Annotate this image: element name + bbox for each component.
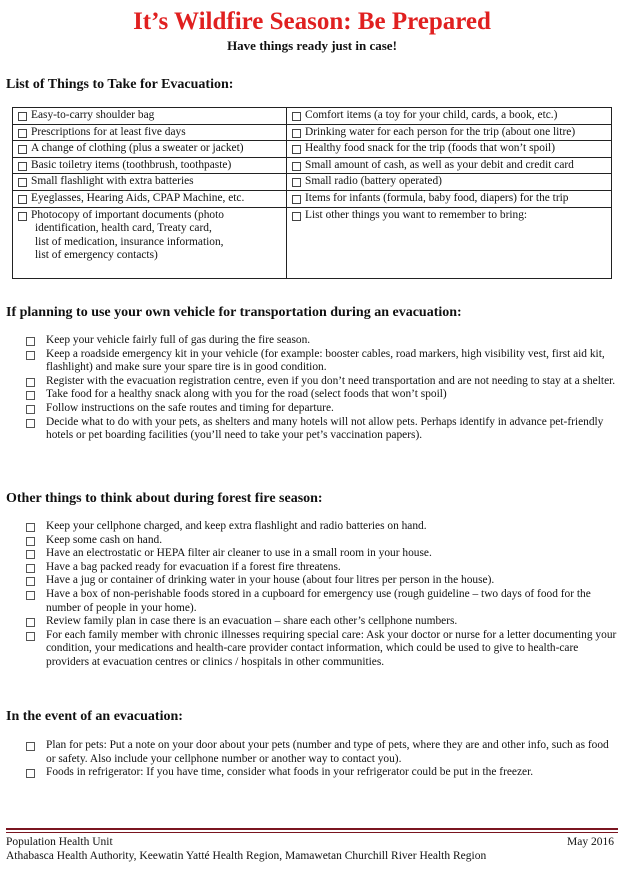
evacuation-event-checklist — [26, 739, 618, 780]
footer — [6, 835, 618, 863]
checkbox-icon[interactable] — [292, 162, 301, 171]
table-row — [13, 157, 612, 174]
checklist-item[interactable]: Healthy food snack for the trip (foods that won’t spoil) — [287, 141, 612, 158]
table-row — [13, 207, 612, 278]
vehicle-section-heading: If planning to use your own vehicle for transportation during an evacuation: — [6, 305, 462, 320]
checklist-item[interactable]: Items for infants (formula, baby food, diapers) for the trip — [287, 190, 612, 207]
fire-season-section-heading: Other things to think about during forest fire season: — [6, 491, 323, 506]
evacuation-list-heading: List of Things to Take for Evacuation: — [6, 77, 234, 92]
list-item[interactable]: Foods in refrigerator: If you have time, consider what foods in your refrigerator could be put in the freezer. — [26, 766, 618, 780]
list-item[interactable]: Have an electrostatic or HEPA filter air cleaner to use in a small room in your house. — [26, 547, 618, 561]
list-item[interactable]: Follow instructions on the safe routes and timing for departure. — [26, 402, 618, 416]
checkbox-icon[interactable] — [18, 145, 27, 154]
checkbox-icon[interactable] — [292, 195, 301, 204]
checkbox-icon[interactable] — [26, 337, 35, 346]
table-row — [13, 124, 612, 141]
list-item[interactable]: For each family member with chronic illnesses requiring special care: Ask your doctor or nurse for a letter documenting your condition, your medications and health-care provider contact information, which could be used to give to health-care providers at evacuation centres or clinics / hospitals in other communities. — [26, 629, 618, 670]
checkbox-icon[interactable] — [18, 129, 27, 138]
checklist-item[interactable]: Comfort items (a toy for your child, cards, a book, etc.) — [287, 108, 612, 125]
list-item[interactable]: Keep some cash on hand. — [26, 534, 618, 548]
list-item[interactable]: Decide what to do with your pets, as shelters and many hotels will not allow pets. Perhaps identify in advance pet-friendly hotels or pet boarding facilities (you’ll need to take your pet’s vaccination papers). — [26, 416, 618, 443]
footer-divider — [6, 828, 618, 830]
checkbox-icon[interactable] — [26, 769, 35, 778]
checkbox-icon[interactable] — [292, 112, 301, 121]
page-subtitle: Have things ready just in case! — [227, 38, 397, 53]
checkbox-icon[interactable] — [18, 212, 27, 221]
checklist-item[interactable]: Prescriptions for at least five days — [13, 124, 287, 141]
checkbox-icon[interactable] — [292, 145, 301, 154]
checkbox-icon[interactable] — [26, 419, 35, 428]
list-item[interactable]: Have a bag packed ready for evacuation if a forest fire threatens. — [26, 561, 618, 575]
checkbox-icon[interactable] — [18, 112, 27, 121]
evacuation-checklist-table — [12, 107, 612, 279]
checklist-item[interactable]: A change of clothing (plus a sweater or jacket) — [13, 141, 287, 158]
checklist-item[interactable]: Basic toiletry items (toothbrush, toothpaste) — [13, 157, 287, 174]
list-item[interactable]: Take food for a healthy snack along with you for the road (select foods that won’t spoil) — [26, 388, 618, 402]
checkbox-icon[interactable] — [26, 405, 35, 414]
list-item[interactable]: Keep a roadside emergency kit in your vehicle (for example: booster cables, road markers, high visibility vest, first aid kit, flashlight) and make sure your spare tire is in good condition. — [26, 348, 618, 375]
list-item[interactable]: Register with the evacuation registration centre, even if you don’t need transportation and are not needing to stay at a shelter. — [26, 375, 618, 389]
vehicle-checklist — [26, 334, 618, 443]
checklist-item[interactable]: Eyeglasses, Hearing Aids, CPAP Machine, etc. — [13, 190, 287, 207]
list-item[interactable]: Keep your vehicle fairly full of gas during the fire season. — [26, 334, 618, 348]
checkbox-icon[interactable] — [26, 742, 35, 751]
page-title: It’s Wildfire Season: Be Prepared — [133, 8, 491, 35]
checkbox-icon[interactable] — [18, 162, 27, 171]
list-item[interactable]: Have a jug or container of drinking water in your house (about four litres per person in the house). — [26, 574, 618, 588]
checkbox-icon[interactable] — [26, 523, 35, 532]
checkbox-icon[interactable] — [26, 618, 35, 627]
list-item[interactable]: Plan for pets: Put a note on your door about your pets (number and type of pets, where they are and other info, such as food or safety. Also include your cellphone number or another way to contact you). — [26, 739, 618, 766]
checklist-item[interactable]: Small radio (battery operated) — [287, 174, 612, 191]
footer-date: May 2016 — [567, 836, 614, 848]
checkbox-icon[interactable] — [18, 178, 27, 187]
checkbox-icon[interactable] — [26, 351, 35, 360]
checkbox-icon[interactable] — [292, 212, 301, 221]
checklist-item[interactable]: Small flashlight with extra batteries — [13, 174, 287, 191]
checkbox-icon[interactable] — [26, 564, 35, 573]
table-row — [13, 141, 612, 158]
checklist-item[interactable]: Photocopy of important documents (photo identification, health card, Treaty card, list of medication, insurance information, list of emergency contacts) — [13, 207, 287, 278]
list-item[interactable]: Keep your cellphone charged, and keep extra flashlight and radio batteries on hand. — [26, 520, 618, 534]
checkbox-icon[interactable] — [26, 632, 35, 641]
footer-unit: Population Health Unit — [6, 836, 113, 848]
footer-authorities: Athabasca Health Authority, Keewatin Yatté Health Region, Mamawetan Churchill River Health Region — [6, 850, 487, 862]
checkbox-icon[interactable] — [18, 195, 27, 204]
table-row — [13, 174, 612, 191]
table-row — [13, 108, 612, 125]
checkbox-icon[interactable] — [26, 537, 35, 546]
footer-divider-thin — [6, 832, 618, 833]
table-row — [13, 190, 612, 207]
checkbox-icon[interactable] — [26, 591, 35, 600]
checklist-item[interactable]: Drinking water for each person for the trip (about one litre) — [287, 124, 612, 141]
checklist-item[interactable]: Small amount of cash, as well as your debit and credit card — [287, 157, 612, 174]
checklist-item[interactable]: List other things you want to remember to bring: — [287, 207, 612, 278]
checklist-item[interactable]: Easy-to-carry shoulder bag — [13, 108, 287, 125]
checkbox-icon[interactable] — [292, 129, 301, 138]
checkbox-icon[interactable] — [26, 378, 35, 387]
fire-season-checklist — [26, 520, 618, 670]
evacuation-event-heading: In the event of an evacuation: — [6, 709, 183, 724]
list-item[interactable]: Review family plan in case there is an evacuation – share each other’s cellphone numbers. — [26, 615, 618, 629]
checkbox-icon[interactable] — [26, 577, 35, 586]
checkbox-icon[interactable] — [26, 550, 35, 559]
checkbox-icon[interactable] — [292, 178, 301, 187]
list-item[interactable]: Have a box of non-perishable foods stored in a cupboard for emergency use (rough guideline – two days of food for the number of people in your home). — [26, 588, 618, 615]
checkbox-icon[interactable] — [26, 391, 35, 400]
